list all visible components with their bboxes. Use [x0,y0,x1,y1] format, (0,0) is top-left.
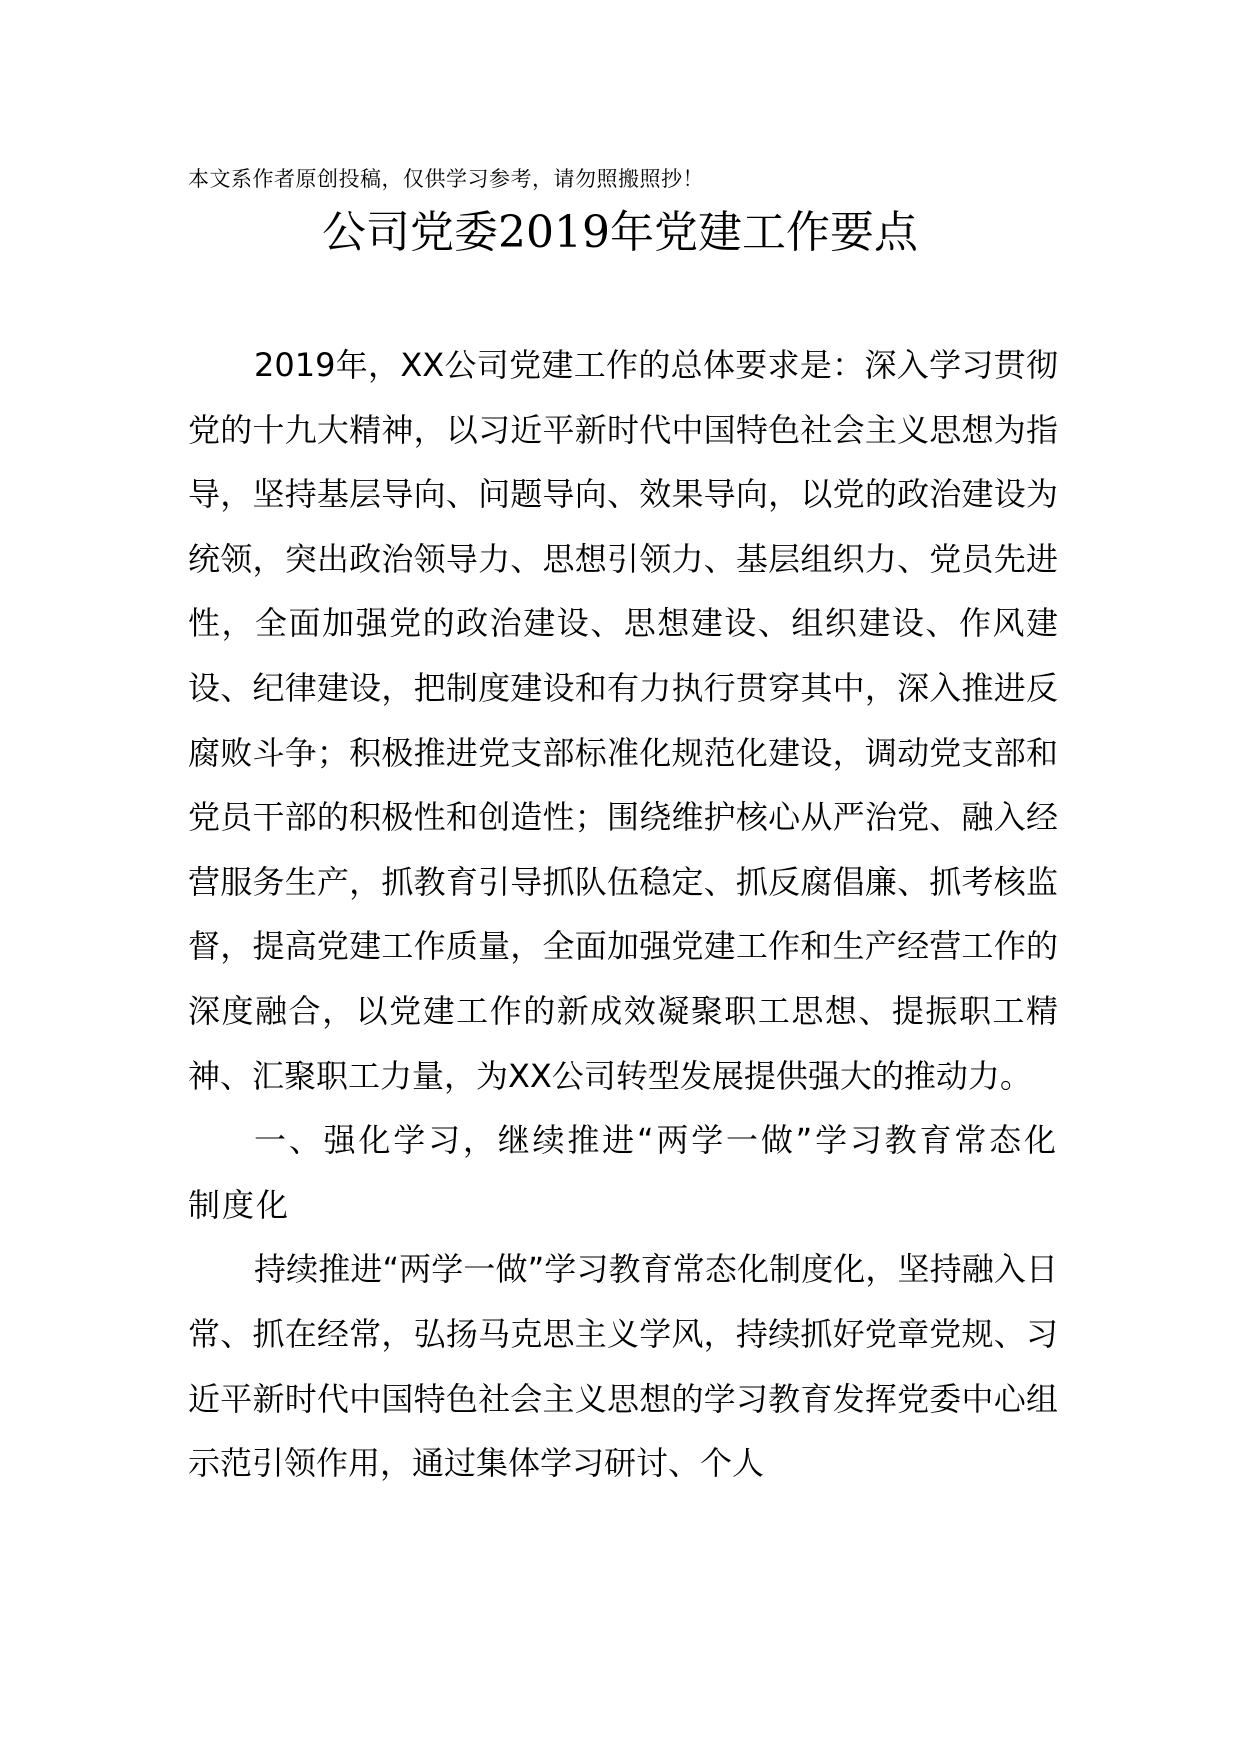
intro-paragraph: 2019年，XX公司党建工作的总体要求是：深入学习贯彻党的十九大精神，以习近平新时代中国特色社会主义思想为指导，坚持基层导向、问题导向、效果导向，以党的政治建设为统领，突出政治领导力、思想引领力、基层组织力、党员先进性，全面加强党的政治建设、思想建设、组织建设、作风建设、纪律建设，把制度建设和有力执行贯穿其中，深入推进反腐败斗争；积极推进党支部标准化规范化建设，调动党支部和党员干部的积极性和创造性；围绕维护核心从严治党、融入经营服务生产，抓教育引导抓队伍稳定、抓反腐倡廉、抓考核监督，提高党建工作质量，全面加强党建工作和生产经营工作的深度融合，以党建工作的新成效凝聚职工思想、提振职工精神、汇聚职工力量，为XX公司转型发展提供强大的推动力。 [188,346,1058,1095]
section-paragraph: 持续推进“两学一做”学习教育常态化制度化，坚持融入日常、抓在经常，弘扬马克思主义学风，持续抓好党章党规、习近平新时代中国特色社会主义思想的学习教育发挥党委中心组示范引领作用，通过集体学习研讨、个人 [188,1250,1058,1483]
section-heading: 一、强化学习，继续推进“两学一做”学习教育常态化制度化 [188,1121,1058,1224]
document-body [188,333,1058,1496]
copyright-notice: 本文系作者原创投稿，仅供学习参考，请勿照搬照抄！ [188,167,704,191]
document-title: 公司党委2019年党建工作要点 [322,207,918,258]
